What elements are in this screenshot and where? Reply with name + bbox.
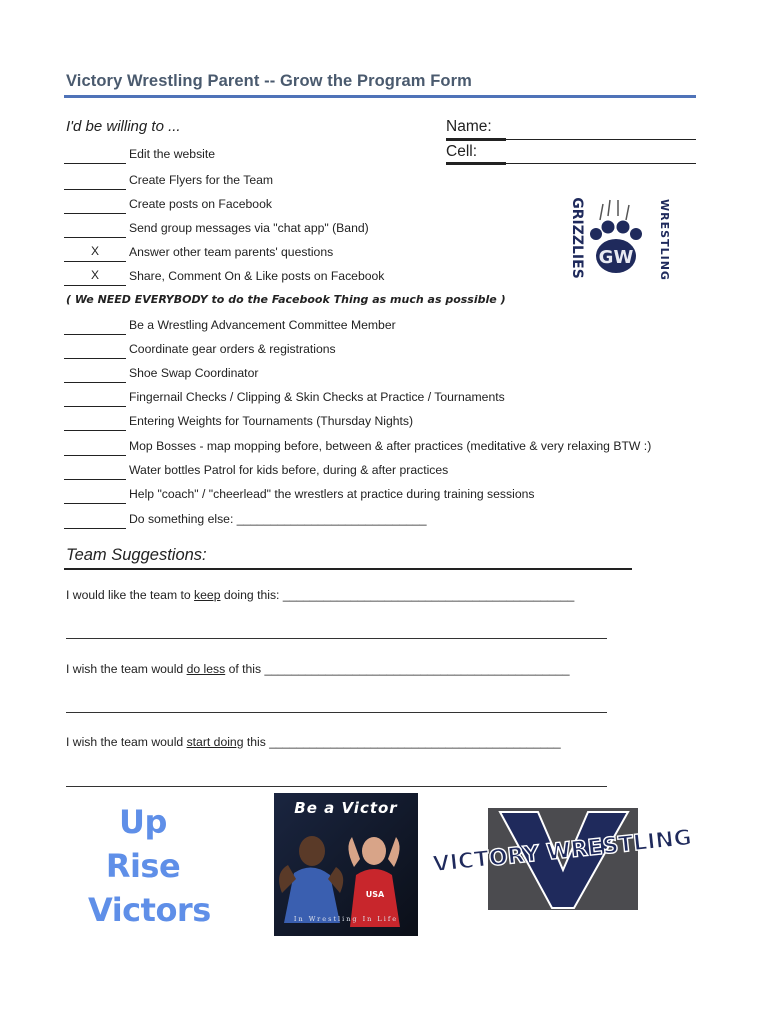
task-blank[interactable]	[64, 358, 126, 359]
task-row[interactable]	[0, 439, 700, 459]
task-row[interactable]	[0, 173, 700, 193]
task-blank[interactable]	[64, 455, 126, 456]
task-row[interactable]	[0, 487, 700, 507]
task-label: Coordinate gear orders & registrations	[129, 342, 336, 356]
suggestions-heading: Team Suggestions:	[66, 546, 207, 564]
slogan-rise: Rise	[105, 847, 181, 885]
task-row[interactable]	[0, 463, 700, 483]
start-suffix: this ___________________________________________	[243, 735, 561, 749]
task-mark: X	[90, 244, 99, 258]
up-rise-victors-slogan	[88, 800, 211, 932]
less-word: do less	[186, 662, 226, 676]
task-blank[interactable]	[64, 213, 126, 214]
task-label: Help "coach" / "cheerlead" the wrestlers at practice during training sessions	[129, 487, 535, 501]
svg-text:GRIZZLIES: GRIZZLIES	[569, 197, 585, 279]
task-label: Answer other team parents' questions	[129, 245, 334, 259]
keep-doing-prompt[interactable]	[66, 588, 574, 602]
start-doing-prompt[interactable]	[66, 735, 561, 749]
task-row[interactable]	[0, 245, 700, 265]
form-title: Victory Wrestling Parent -- Grow the Program Form	[66, 72, 472, 90]
task-row[interactable]	[0, 512, 700, 532]
task-label: Send group messages via "chat app" (Band)	[129, 221, 369, 235]
victory-wrestling-logo	[431, 808, 693, 910]
task-mark: X	[90, 268, 99, 282]
less-prefix: I wish the team would	[66, 662, 187, 676]
svg-text:WRESTLING: WRESTLING	[658, 199, 671, 281]
task-blank[interactable]	[64, 261, 126, 262]
task-blank[interactable]	[64, 528, 126, 529]
poster-title: Be a Victor	[294, 799, 398, 817]
task-label: Create Flyers for the Team	[129, 173, 274, 187]
task-row[interactable]	[0, 414, 700, 434]
suggestions-rule	[64, 568, 632, 570]
task-row[interactable]	[0, 269, 700, 289]
task-row[interactable]	[0, 366, 700, 386]
task-blank[interactable]	[64, 334, 126, 335]
task-row[interactable]	[0, 147, 700, 167]
task-blank[interactable]	[64, 430, 126, 431]
slogan-victors: Victors	[88, 891, 211, 929]
task-row[interactable]	[0, 342, 700, 362]
task-blank[interactable]	[64, 285, 126, 286]
start-word: start doing	[186, 735, 244, 749]
slogan-up: Up	[119, 803, 167, 841]
task-blank[interactable]	[64, 189, 126, 190]
task-row[interactable]	[0, 221, 700, 241]
task-label: Fingernail Checks / Clipping & Skin Checks at Practice / Tournaments	[129, 390, 505, 404]
poster-tagline: In Wrestling In Life	[293, 915, 399, 923]
task-blank[interactable]	[64, 237, 126, 238]
cell-label: Cell:	[446, 143, 478, 160]
title-rule	[64, 95, 696, 98]
task-blank[interactable]	[64, 406, 126, 407]
do-less-prompt[interactable]	[66, 662, 570, 676]
keep-answer-line[interactable]	[66, 638, 607, 639]
victory-logo-text: VICTORY WRESTLING	[431, 825, 693, 878]
task-label: Do something else: ____________________________	[129, 512, 427, 526]
less-answer-line[interactable]	[66, 712, 607, 713]
task-label: Mop Bosses - map mopping before, between & after practices (meditative & very relaxing BTW :)	[129, 439, 652, 453]
task-label: Entering Weights for Tournaments (Thursday Nights)	[129, 414, 414, 428]
task-label: Shoe Swap Coordinator	[129, 366, 259, 380]
task-row[interactable]	[0, 197, 700, 217]
name-label: Name:	[446, 118, 492, 135]
keep-suffix: doing this: ___________________________________________	[220, 588, 575, 602]
start-answer-line[interactable]	[66, 786, 607, 787]
name-underline-accent	[446, 138, 506, 141]
willing-label: I'd be willing to ...	[66, 118, 181, 135]
task-label: Be a Wrestling Advancement Committee Member	[129, 318, 396, 332]
task-blank[interactable]	[64, 382, 126, 383]
keep-word: keep	[194, 588, 221, 602]
task-label: Share, Comment On & Like posts on Facebook	[129, 269, 385, 283]
task-label: Water bottles Patrol for kids before, during & after practices	[129, 463, 449, 477]
less-suffix: of this _____________________________________________	[225, 662, 570, 676]
svg-text:GW: GW	[598, 247, 634, 268]
task-blank[interactable]	[64, 503, 126, 504]
be-a-victor-poster	[274, 793, 418, 936]
task-blank[interactable]	[64, 163, 126, 164]
task-row[interactable]	[0, 318, 700, 338]
task-label: Create posts on Facebook	[129, 197, 272, 211]
task-label: Edit the website	[129, 147, 216, 161]
start-prefix: I wish the team would	[66, 735, 187, 749]
poster-jersey: USA	[365, 890, 385, 899]
facebook-note: ( We NEED EVERYBODY to do the Facebook Thing as much as possible )	[66, 293, 506, 306]
keep-prefix: I would like the team to	[66, 588, 195, 602]
task-row[interactable]	[0, 390, 700, 410]
task-blank[interactable]	[64, 479, 126, 480]
